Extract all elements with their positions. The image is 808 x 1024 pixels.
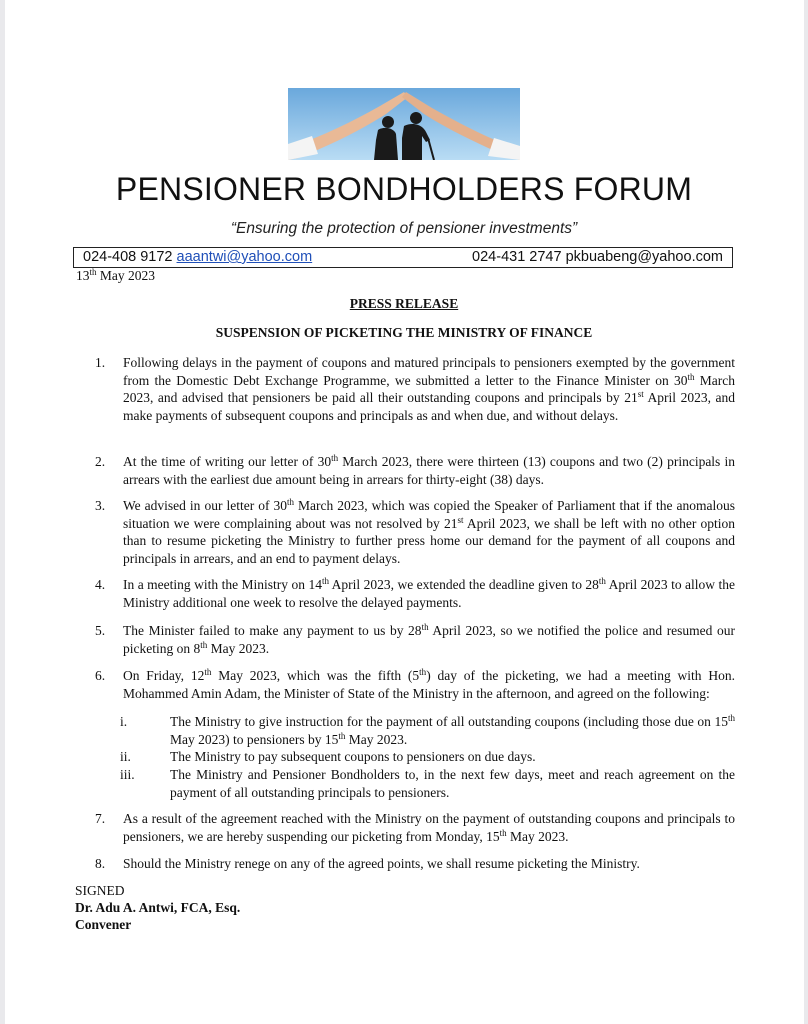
list-item: [95, 453, 735, 488]
item-number: 5.: [95, 623, 106, 638]
contact-left: [83, 248, 312, 267]
signed-label: SIGNED: [75, 883, 125, 898]
page-edge-right: [804, 0, 808, 1024]
motto: “Ensuring the protection of pensioner investments”: [230, 220, 578, 237]
contact-box: [73, 247, 733, 268]
item-text: We advised in our letter of 30th March 2023, which was copied the Speaker of Parliament that if the anomalous situation we were complaining about was not resolved by 21st April 2023, we shall be left with no other option than to resume picketing the Ministry to further press home our demand for the payment of all coupons and principals in arrears, and an end to payment delays.: [123, 497, 735, 566]
item-number: 4.: [95, 577, 106, 592]
sub-list-item: [120, 713, 735, 748]
item-number: 6.: [95, 668, 106, 683]
sub-item-text: The Ministry to give instruction for the payment of all outstanding coupons (including those due on 15th May 2023) to pensioners by 15th May 2023.: [170, 713, 735, 747]
organization-name: PENSIONER BONDHOLDERS FORUM: [115, 171, 693, 207]
item-number: 3.: [95, 498, 106, 513]
contact-right: 024-431 2747 pkbuabeng@yahoo.com: [472, 249, 723, 265]
press-release-heading: PRESS RELEASE: [349, 296, 459, 311]
list-item: [95, 354, 735, 424]
sub-item-text: The Ministry and Pensioner Bondholders to, in the next few days, meet and reach agreement on the payment of all outstanding principals to pensioners.: [170, 767, 735, 800]
item-number: 1.: [95, 355, 106, 370]
item-number: 7.: [95, 811, 106, 826]
list-item: [95, 622, 735, 657]
item-text: Should the Ministry renege on any of the agreed points, we shall resume picketing the Ministry.: [123, 856, 640, 871]
sub-list-item: [120, 766, 735, 801]
sub-item-text: The Ministry to pay subsequent coupons to pensioners on due days.: [170, 749, 536, 764]
item-text: The Minister failed to make any payment to us by 28th April 2023, so we notified the police and resumed our picketing on 8th May 2023.: [123, 622, 736, 656]
list-item: [95, 576, 735, 611]
signatory-name: Dr. Adu A. Antwi, FCA, Esq.: [75, 900, 241, 915]
subject-heading: SUSPENSION OF PICKETING THE MINISTRY OF FINANCE: [215, 325, 593, 340]
item-text: In a meeting with the Ministry on 14th April 2023, we extended the deadline given to 28th April 2023 to allow the Ministry additional one week to resolve the delayed payments.: [123, 576, 735, 610]
item-text: At the time of writing our letter of 30th March 2023, there were thirteen (13) coupons and two (2) principals in arrears with the earliest due amount being in arrears for thirty-eight (38) days.: [123, 453, 735, 487]
list-item: [95, 810, 735, 845]
page-edge-left: [0, 0, 5, 1024]
contact-left-phone: 024-408 9172: [83, 249, 173, 265]
item-text: As a result of the agreement reached with the Ministry on the payment of outstanding coupons and principals to pensioners, we are hereby suspending our picketing from Monday, 15th May 2023.: [123, 811, 735, 844]
sub-item-number: iii.: [120, 767, 135, 782]
sub-item-number: ii.: [120, 749, 131, 764]
sub-list-item: [120, 748, 735, 766]
list-item: [95, 855, 735, 873]
item-number: 2.: [95, 454, 106, 469]
list-item: [95, 497, 735, 567]
logo-image: [288, 88, 520, 160]
list-item: [95, 667, 735, 702]
item-text: On Friday, 12th May 2023, which was the fifth (5th) day of the picketing, we had a meeting with Hon. Mohammed Amin Adam, the Minister of State of the Ministry in the afternoon, and agreed on the following:: [123, 667, 735, 701]
signatory-title: Convener: [75, 917, 132, 932]
item-number: 8.: [95, 856, 106, 871]
sub-item-number: i.: [120, 714, 128, 729]
item-text: Following delays in the payment of coupons and matured principals to pensioners exempted by the government from the Domestic Debt Exchange Programme, we submitted a letter to the Finance Minister on 30th March 2023, and advised that pensioners be paid all their outstanding coupons and principals by 21st April 2023, and make payments of subsequent coupons and principals as and when due, and without delays.: [123, 355, 735, 423]
release-date: 13th May 2023: [76, 267, 156, 283]
contact-left-email-link[interactable]: aaantwi@yahoo.com: [176, 249, 313, 265]
